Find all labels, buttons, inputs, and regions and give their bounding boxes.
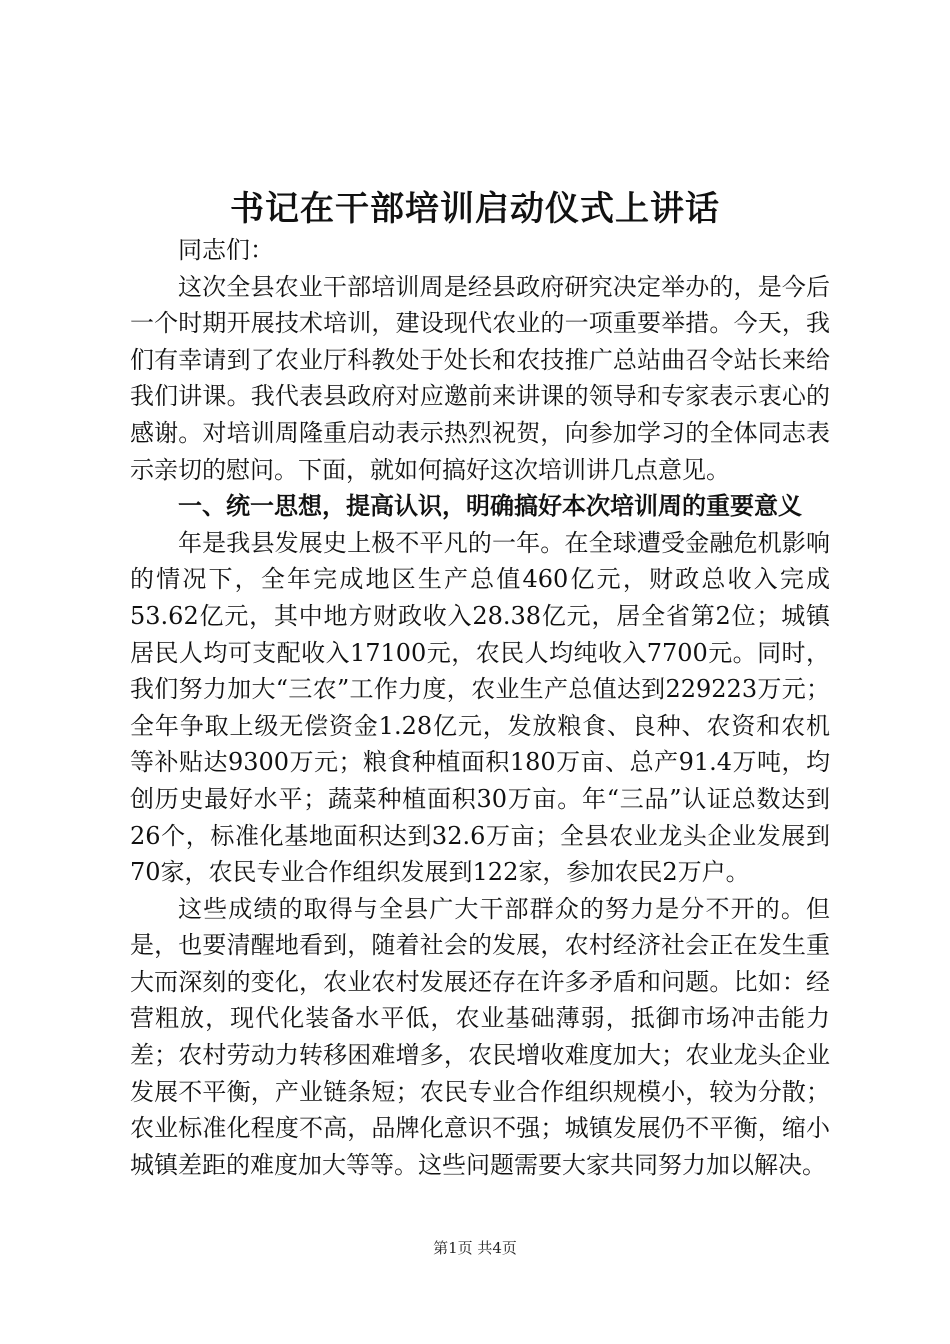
paragraph-problems: 这些成绩的取得与全县广大干部群众的努力是分不开的。但是，也要清醒地看到，随着社会的发展，农村经济社会正在发生重大而深刻的变化，农业农村发展还存在许多矛盾和问题。比如：经营粗放，现代化装备水平低，农业基础薄弱，抵御市场冲击能力差；农村劳动力转移困难增多，农民增收难度加大；农业龙头企业发展不平衡，产业链条短；农民专业合作组织规模小，较为分散；农业标准化程度不高，品牌化意识不强；城镇发展仍不平衡，缩小城镇差距的难度加大等等。这些问题需要大家共同努力加以解决。 [130, 894, 830, 1179]
salutation: 同志们： [178, 236, 274, 264]
section-heading: 一、统一思想，提高认识，明确搞好本次培训周的重要意义 [178, 491, 802, 521]
paragraph-intro: 这次全县农业干部培训周是经县政府研究决定举办的，是今后一个时期开展技术培训，建设现代农业的一项重要举措。今天，我们有幸请到了农业厅科教处于处长和农技推广总站曲召令站长来给我们讲课。我代表县政府对应邀前来讲课的领导和专家表示衷心的感谢。对培训周隆重启动表示热烈祝贺，向参加学习的全体同志表示亲切的慰问。下面，就如何搞好这次培训讲几点意见。 [130, 272, 830, 484]
page-footer: 第1页 共4页 [433, 1239, 517, 1257]
document-title: 书记在干部培训启动仪式上讲话 [230, 189, 720, 229]
document-body [130, 232, 830, 1183]
paragraph-achievements: 年是我县发展史上极不平凡的一年。在全球遭受金融危机影响的情况下，全年完成地区生产总值460亿元，财政总收入完成53.62亿元，其中地方财政收入28.38亿元，居全省第2位；城镇居民人均可支配收入17100元，农民人均纯收入7700元。同时，我们努力加大“三农”工作力度，农业生产总值达到229223万元；全年争取上级无偿资金1.28亿元，发放粮食、良种、农资和农机等补贴达9300万元；粮食种植面积180万亩、总产91.4万吨，均创历史最好水平；蔬菜种植面积30万亩。年“三品”认证总数达到26个，标准化基地面积达到32.6万亩；全县农业龙头企业发展到70家，农民专业合作组织发展到122家，参加农民2万户。 [130, 528, 830, 887]
